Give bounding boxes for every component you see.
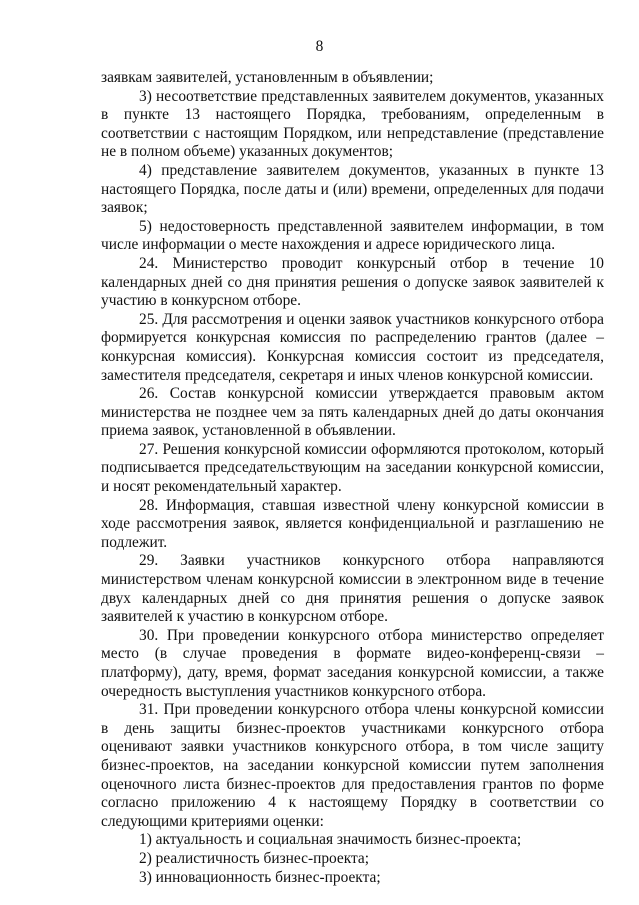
criteria-item-1: 1) актуальность и социальная значимость бизнес-проекта; <box>139 831 522 849</box>
criteria-item-2: 2) реалистичность бизнес-проекта; <box>139 849 370 867</box>
paragraph-29: 29. Заявки участников конкурсного отбора направляются министерством членам конкурсной комиссии в электронном виде в течение двух календарных дней со дня принятия решения о допуске заявок заявителей к участию в конкурсном отборе. <box>101 552 604 626</box>
paragraph-25: 25. Для рассмотрения и оценки заявок участников конкурсного отбора формируется конкурсная комиссия по распределению грантов (далее – конкурсная комиссия). Конкурсная комиссия состоит из председателя, заместителя председателя, секретаря и иных членов конкурсной комиссии. <box>101 310 604 384</box>
document-body <box>101 69 604 887</box>
paragraph-item-4: 4) представление заявителем документов, указанных в пункте 13 настоящего Порядка, после даты и (или) времени, определенных для подачи заявок; <box>101 161 604 217</box>
page-number: 8 <box>315 38 324 55</box>
criteria-item-3: 3) инновационность бизнес-проекта; <box>139 868 381 886</box>
paragraph-31: 31. При проведении конкурсного отбора члены конкурсной комиссии в день защиты бизнес-проектов участниками конкурсного отбора оценивают заявки участников конкурсного отбора, в том числе защиту бизнес-проектов, на заседании конкурсной комиссии путем заполнения оценочного листа бизнес-проектов для предоставления грантов по форме согласно приложению 4 к настоящему Порядку в соответствии со следующими критериями оценки: <box>101 701 604 830</box>
paragraph-26: 26. Состав конкурсной комиссии утверждается правовым актом министерства не позднее чем за пять календарных дней до даты окончания приема заявок, установленной в объявлении. <box>101 385 604 440</box>
paragraph-30: 30. При проведении конкурсного отбора министерство определяет место (в случае проведения в формате видео-конференц-связи – платформу), дату, время, формат заседания конкурсной комиссии, а также очередность выступления участников конкурсного отбора. <box>101 626 604 700</box>
paragraph-24: 24. Министерство проводит конкурсный отбор в течение 10 календарных дней со дня принятия решения о допуске заявок заявителей к участию в конкурсном отборе. <box>101 254 604 310</box>
paragraph-27: 27. Решения конкурсной комиссии оформляются протоколом, который подписывается председательствующим на заседании конкурсной комиссии, и носят рекомендательный характер. <box>101 440 604 496</box>
paragraph-item-3: 3) несоответствие представленных заявителем документов, указанных в пункте 13 настоящего Порядка, требованиям, определенным в соответствии с настоящим Порядком, или непредставление (представление не в полном объеме) указанных документов; <box>101 87 604 161</box>
paragraph-item-5: 5) недостоверность представленной заявителем информации, в том числе информации о месте нахождения и адресе юридического лица. <box>101 217 604 254</box>
paragraph-28: 28. Информация, ставшая известной члену конкурсной комиссии в ходе рассмотрения заявок, является конфиденциальной и разглашению не подлежит. <box>101 496 604 551</box>
paragraph-continuation: заявкам заявителей, установленным в объявлении; <box>101 69 434 86</box>
